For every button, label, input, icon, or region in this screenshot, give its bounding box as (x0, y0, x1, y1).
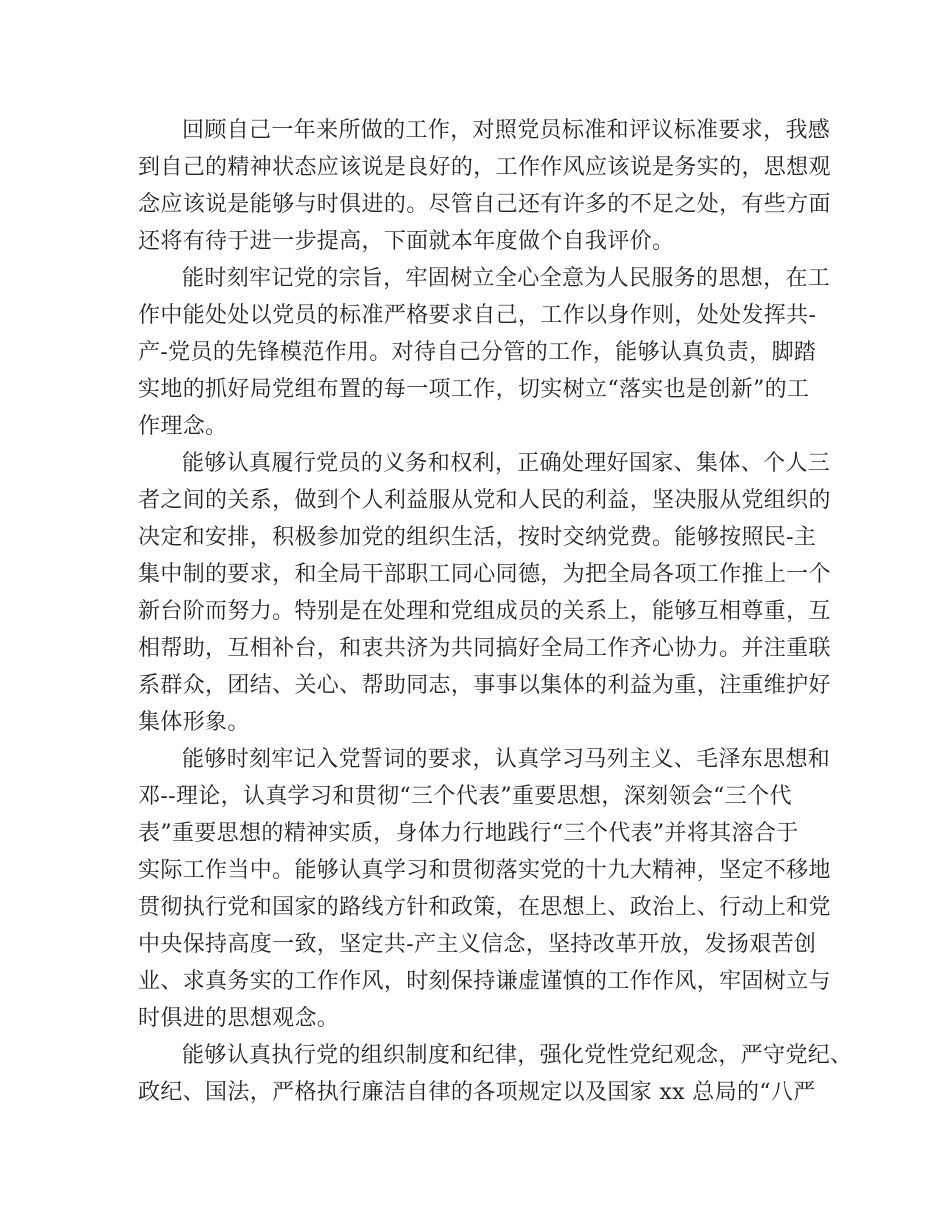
text-line: 贯彻执行党和国家的路线方针和政策，在思想上、政治上、行动上和党 (138, 895, 831, 920)
text-line: 系群众，团结、关心、帮助同志，事事以集体的利益为重，注重维护好 (138, 673, 831, 698)
text-line: 政纪、国法，严格执行廉洁自律的各项规定以及国家 xx 总局的“八严 (138, 1080, 816, 1105)
text-line: 集中制的要求，和全局干部职工同心同德，为把全局各项工作推上一个 (138, 562, 831, 587)
text-line: 业、求真务实的工作作风，时刻保持谦虚谨慎的工作作风，牢固树立与 (138, 969, 831, 994)
paragraph-1 (138, 112, 831, 260)
paragraph-4 (138, 741, 831, 1037)
text-line: 实地的抓好局党组布置的每一项工作，切实树立“落实也是创新”的工 (138, 377, 810, 402)
text-line: 回顾自己一年来所做的工作，对照党员标准和评议标准要求，我感 (182, 118, 831, 143)
document-body (138, 112, 853, 1111)
text-line: 中央保持高度一致，坚定共-产主义信念，坚持改革开放，发扬艰苦创 (138, 932, 817, 957)
text-line: 产-党员的先锋模范作用。对待自己分管的工作，能够认真负责，脚踏 (138, 340, 817, 365)
text-line: 时俱进的思想观念。 (138, 1006, 340, 1031)
paragraph-5 (138, 1037, 853, 1111)
text-line: 能够时刻牢记入党誓词的要求，认真学习马列主义、毛泽东思想和 (182, 747, 831, 772)
text-line: 能够认真执行党的组织制度和纪律，强化党性党纪观念，严守党纪、 (182, 1043, 853, 1068)
text-line: 作理念。 (138, 414, 228, 439)
text-line: 还将有待于进一步提高，下面就本年度做个自我评价。 (138, 229, 675, 254)
text-line: 者之间的关系，做到个人利益服从党和人民的利益，坚决服从党组织的 (138, 488, 831, 513)
text-line: 能时刻牢记党的宗旨，牢固树立全心全意为人民服务的思想，在工 (182, 266, 831, 291)
text-line: 实际工作当中。能够认真学习和贯彻落实党的十九大精神，坚定不移地 (138, 858, 831, 883)
text-line: 相帮助，互相补台，和衷共济为共同搞好全局工作齐心协力。并注重联 (138, 636, 831, 661)
text-line: 表”重要思想的精神实质，身体力行地践行“三个代表”并将其溶合于 (138, 821, 799, 846)
text-line: 新台阶而努力。特别是在处理和党组成员的关系上，能够互相尊重，互 (138, 599, 831, 624)
paragraph-3 (138, 445, 831, 741)
text-line: 到自己的精神状态应该说是良好的，工作作风应该说是务实的，思想观 (138, 155, 831, 180)
text-line: 作中能处处以党员的标准严格要求自己，工作以身作则，处处发挥共- (138, 303, 817, 328)
text-line: 决定和安排，积极参加党的组织生活，按时交纳党费。能够按照民-主 (138, 525, 817, 550)
text-line: 念应该说是能够与时俱进的。尽管自己还有许多的不足之处，有些方面 (138, 192, 831, 217)
text-line: 集体形象。 (138, 710, 250, 735)
text-line: 邓--理论，认真学习和贯彻“三个代表”重要思想，深刻领会“三个代 (138, 784, 792, 809)
paragraph-2 (138, 260, 831, 445)
text-line: 能够认真履行党员的义务和权利，正确处理好国家、集体、个人三 (182, 451, 831, 476)
